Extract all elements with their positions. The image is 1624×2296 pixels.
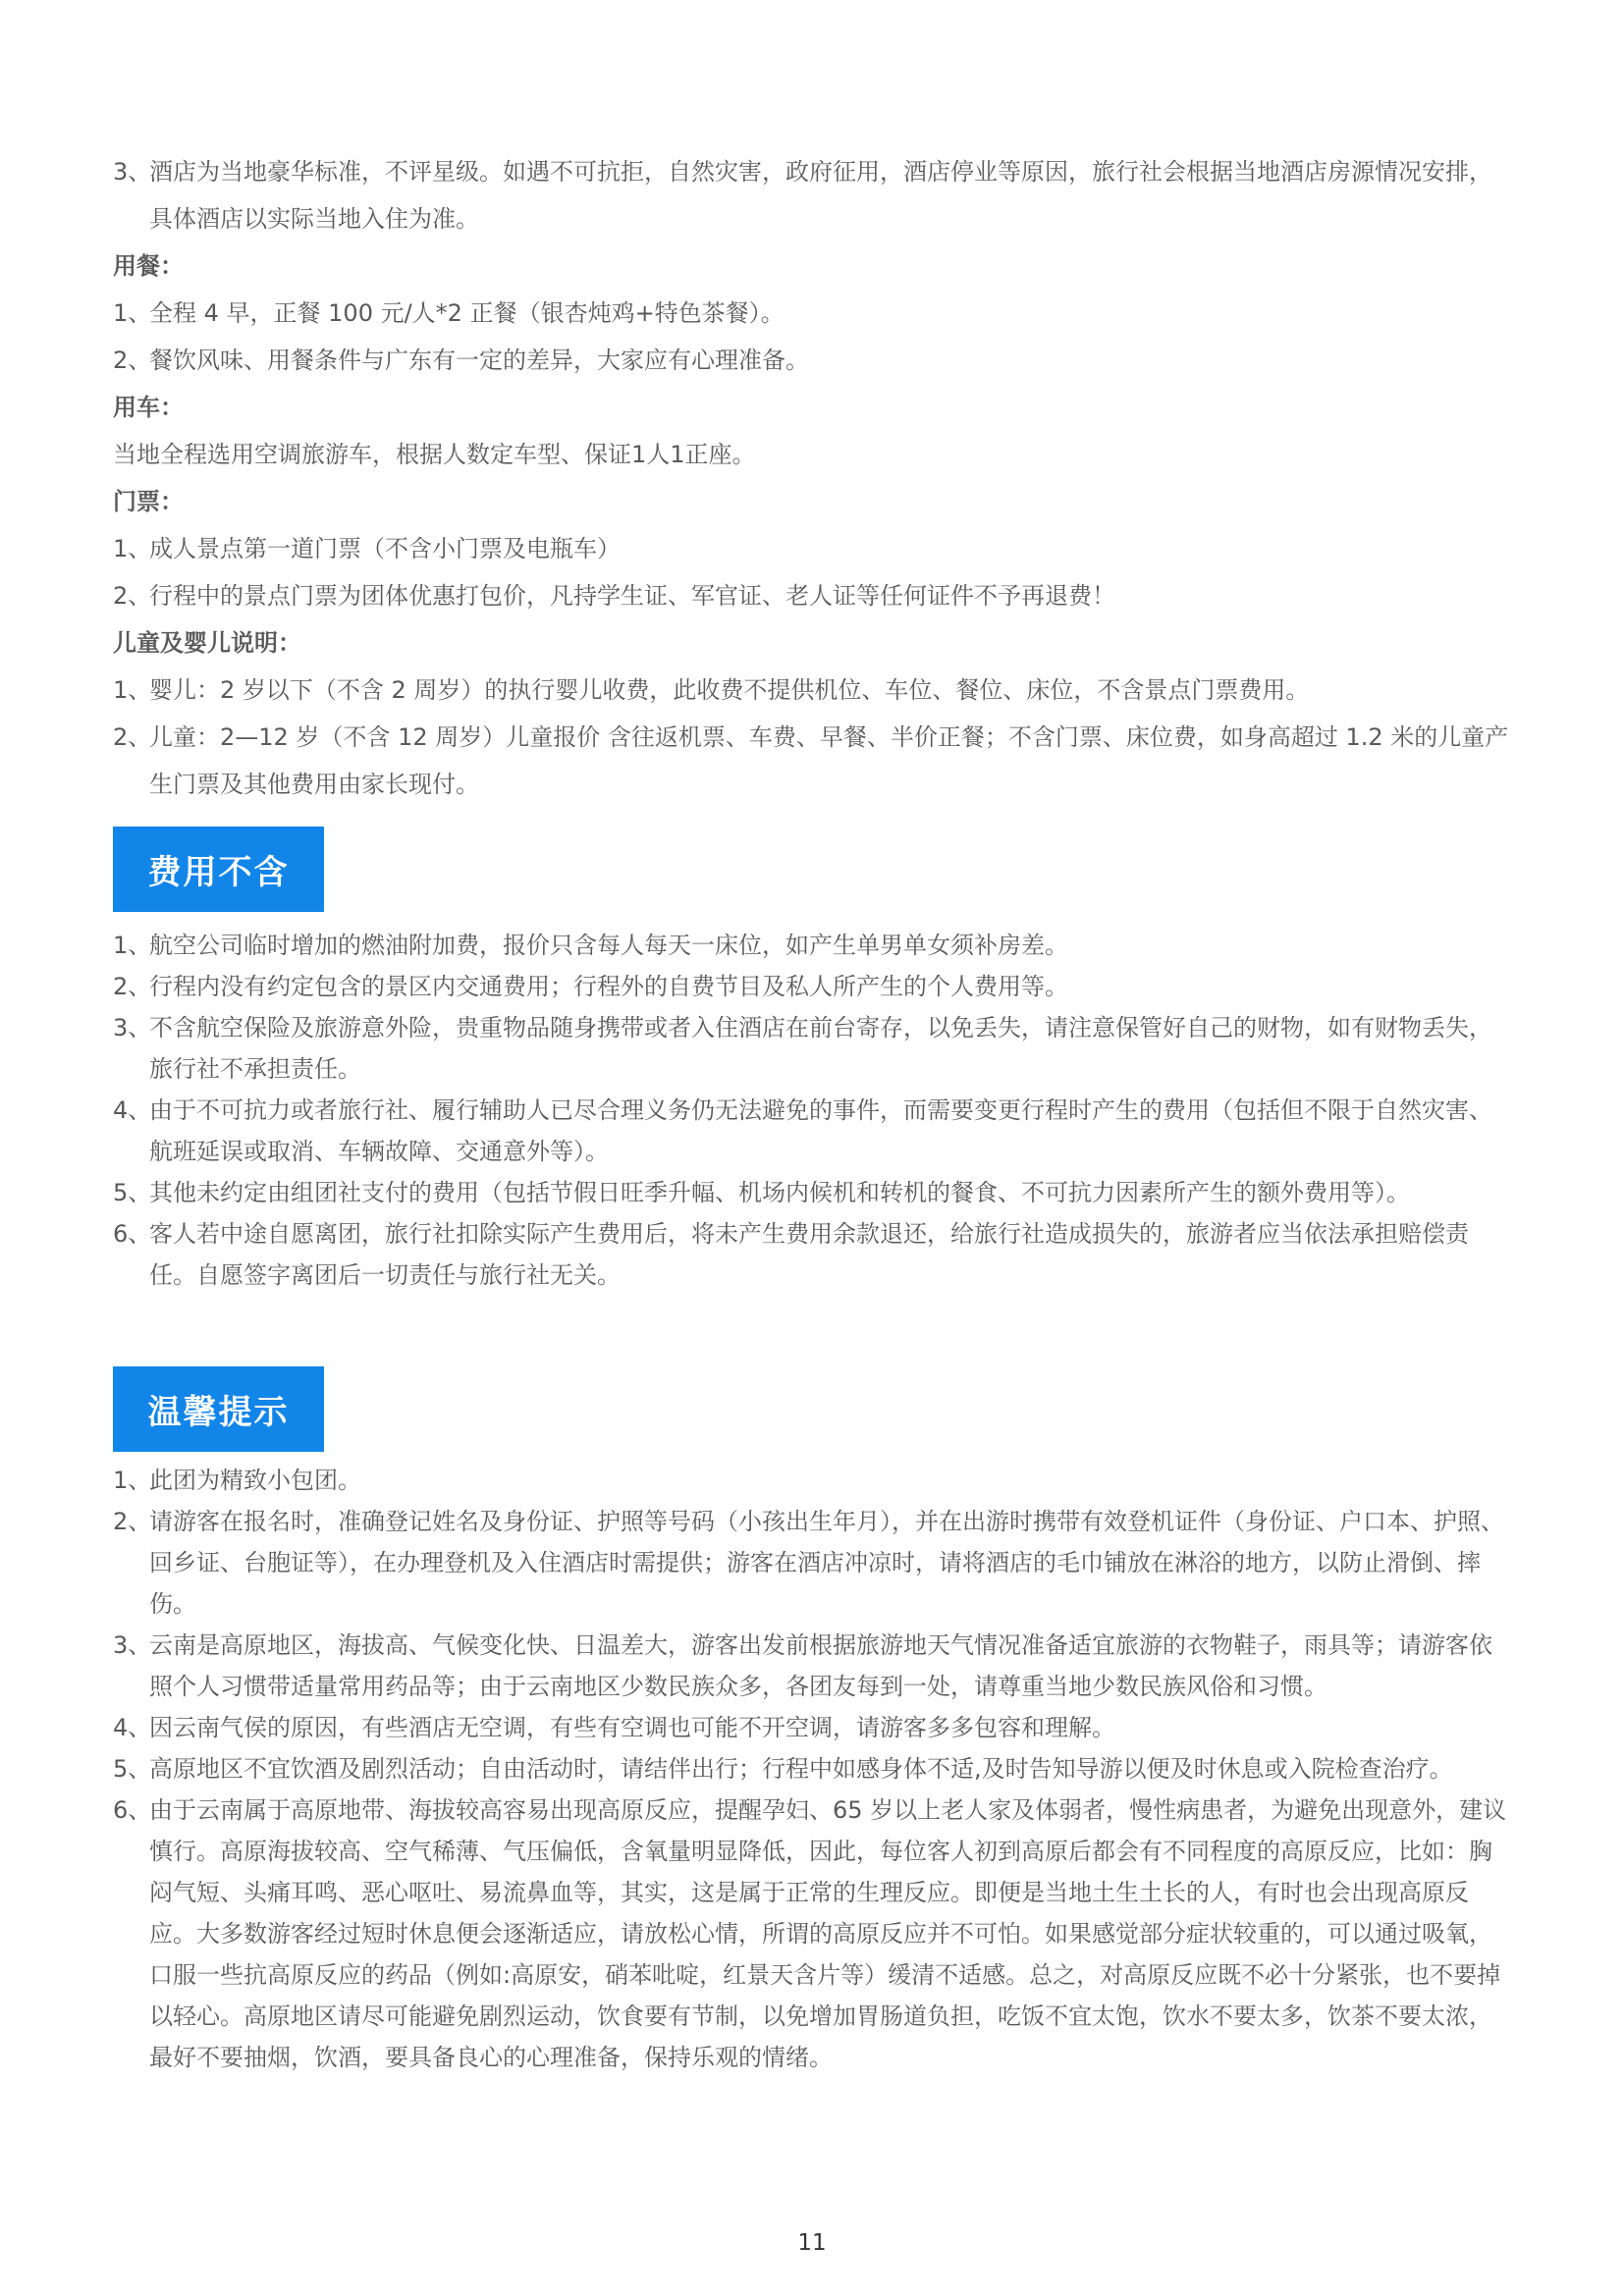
item-marker: 2、	[113, 723, 152, 751]
item-marker: 3、	[113, 1014, 152, 1041]
item-marker: 1、	[113, 535, 152, 562]
item-text: 此团为精致小包团。	[149, 1467, 361, 1494]
section-title: 费用不含	[147, 853, 290, 892]
list-item	[113, 1007, 1512, 1090]
list-item	[113, 1460, 1512, 1501]
item-marker: 3、	[113, 158, 152, 186]
section-header-tips	[113, 1366, 324, 1452]
list-item	[113, 714, 1512, 808]
item-marker: 6、	[113, 1796, 152, 1824]
list-item	[113, 925, 1512, 966]
list-item	[113, 966, 1512, 1007]
item-text: 行程内没有约定包含的景区内交通费用；行程外的自费节目及私人所产生的个人费用等。	[149, 973, 1068, 1000]
item-text: 行程中的景点门票为团体优惠打包价，凡持学生证、军官证、老人证等任何证件不予再退费！	[149, 582, 1115, 610]
item-text: 不含航空保险及旅游意外险，贵重物品随身携带或者入住酒店在前台寄存，以免丢失，请注意保管好自己的财物，如有财物丢失，旅行社不承担责任。	[149, 1014, 1492, 1083]
page-number: 11	[797, 2230, 827, 2256]
item-text: 客人若中途自愿离团，旅行社扣除实际产生费用后，将未产生费用余款退还，给旅行社造成损失的，旅游者应当依法承担赔偿责任。自愿签字离团后一切责任与旅行社无关。	[149, 1220, 1469, 1289]
item-marker: 3、	[113, 1631, 152, 1659]
item-marker: 1、	[113, 676, 152, 704]
item-text: 航空公司临时增加的燃油附加费，报价只含每人每天一床位，如产生单男单女须补房差。	[149, 932, 1068, 959]
list-item	[113, 148, 1512, 242]
list-item	[113, 667, 1512, 714]
item-marker: 4、	[113, 1096, 152, 1124]
item-text: 请游客在报名时，准确登记姓名及身份证、护照等号码（小孩出生年月），并在出游时携带有效登机证件（身份证、户口本、护照、回乡证、台胞证等），在办理登机及入住酒店时需提供；游客在酒店冲凉时，请将酒店的毛巾铺放在淋浴的地方，以防止滑倒、摔伤。	[149, 1508, 1504, 1618]
list-item	[113, 1172, 1512, 1213]
fees-excluded-list	[113, 925, 1512, 1296]
section-header-fees-excluded	[113, 827, 324, 912]
list-item	[113, 337, 1512, 384]
item-text: 由于不可抗力或者旅行社、履行辅助人已尽合理义务仍无法避免的事件，而需要变更行程时产生的费用（包括但不限于自然灾害、航班延误或取消、车辆故障、交通意外等）。	[149, 1096, 1492, 1165]
item-marker: 2、	[113, 1508, 152, 1535]
item-text: 酒店为当地豪华标准，不评星级。如遇不可抗拒，自然灾害，政府征用，酒店停业等原因，旅行社会根据当地酒店房源情况安排，具体酒店以实际当地入住为准。	[149, 158, 1492, 233]
list-item	[113, 1625, 1512, 1707]
list-item	[113, 1213, 1512, 1296]
subsection-title-vehicle: 用车：	[113, 394, 184, 421]
subsection-title-tickets: 门票：	[113, 488, 184, 515]
list-item	[113, 572, 1512, 619]
item-marker: 1、	[113, 1467, 152, 1494]
item-marker: 1、	[113, 932, 152, 959]
item-marker: 5、	[113, 1179, 152, 1206]
item-marker: 5、	[113, 1755, 152, 1783]
booking-notes-section	[113, 148, 1512, 808]
item-marker: 2、	[113, 582, 152, 610]
list-item	[113, 525, 1512, 572]
section-title: 温馨提示	[147, 1393, 290, 1432]
item-marker: 4、	[113, 1714, 152, 1741]
subsection-title-meals: 用餐：	[113, 252, 184, 280]
item-marker: 1、	[113, 299, 152, 327]
page-footer	[0, 2229, 1624, 2257]
list-item	[113, 1748, 1512, 1789]
item-marker: 2、	[113, 973, 152, 1000]
item-marker: 6、	[113, 1220, 152, 1248]
item-text: 餐饮风味、用餐条件与广东有一定的差异，大家应有心理准备。	[149, 347, 809, 374]
item-text: 高原地区不宜饮酒及剧烈活动；自由活动时，请结伴出行；行程中如感身体不适,及时告知导游以便及时休息或入院检查治疗。	[149, 1755, 1453, 1783]
list-item	[113, 1501, 1512, 1625]
list-item	[113, 1090, 1512, 1172]
list-item	[113, 290, 1512, 337]
item-text: 因云南气侯的原因，有些酒店无空调，有些有空调也可能不开空调，请游客多多包容和理解。	[149, 1714, 1115, 1741]
list-item	[113, 1707, 1512, 1748]
item-text: 其他未约定由组团社支付的费用（包括节假日旺季升幅、机场内候机和转机的餐食、不可抗力因素所产生的额外费用等）。	[149, 1179, 1410, 1206]
item-text: 云南是高原地区，海拔高、气候变化快、日温差大，游客出发前根据旅游地天气情况准备适宜旅游的衣物鞋子，雨具等；请游客依照个人习惯带适量常用药品等；由于云南地区少数民族众多，各团友每到一处，请尊重当地少数民族风俗和习惯。	[149, 1631, 1492, 1700]
tips-list	[113, 1460, 1512, 2078]
item-text: 成人景点第一道门票（不含小门票及电瓶车）	[149, 535, 621, 562]
subsection-title-children: 儿童及婴儿说明：	[113, 629, 301, 657]
item-marker: 2、	[113, 347, 152, 374]
item-text: 全程 4 早，正餐 100 元/人*2 正餐（银杏炖鸡+特色茶餐）。	[149, 299, 785, 327]
item-text: 由于云南属于高原地带、海拔较高容易出现高原反应，提醒孕妇、65 岁以上老人家及体弱者，慢性病患者，为避免出现意外，建议慎行。高原海拔较高、空气稀薄、气压偏低，含氧量明显降低，因此，每位客人初到高原后都会有不同程度的高原反应，比如：胸闷气短、头痛耳鸣、恶心呕吐、易流鼻血等，其实，这是属于正常的生理反应。即便是当地土生土长的人，有时也会出现高原反应。大多数游客经过短时休息便会逐渐适应，请放松心情，所谓的高原反应并不可怕。如果感觉部分症状较重的，可以通过吸氧，口服一些抗高原反应的药品（例如:高原安，硝苯吡啶，红景天含片等）缓清不适感。总之，对高原反应既不必十分紧张，也不要掉以轻心。高原地区请尽可能避免剧烈运动，饮食要有节制，以免增加胃肠道负担，吃饭不宜太饱，饮水不要太多，饮茶不要太浓，最好不要抽烟，饮酒，要具备良心的心理准备，保持乐观的情绪。	[149, 1796, 1507, 2071]
list-item	[113, 1789, 1512, 2078]
item-text: 婴儿：2 岁以下（不含 2 周岁）的执行婴儿收费，此收费不提供机位、车位、餐位、床位，不含景点门票费用。	[149, 676, 1310, 704]
paragraph: 当地全程选用空调旅游车，根据人数定车型、保证1人1正座。	[113, 441, 756, 468]
item-text: 儿童：2—12 岁（不含 12 周岁）儿童报价 含往返机票、车费、早餐、半价正餐；不含门票、床位费，如身高超过 1.2 米的儿童产生门票及其他费用由家长现付。	[149, 723, 1509, 798]
